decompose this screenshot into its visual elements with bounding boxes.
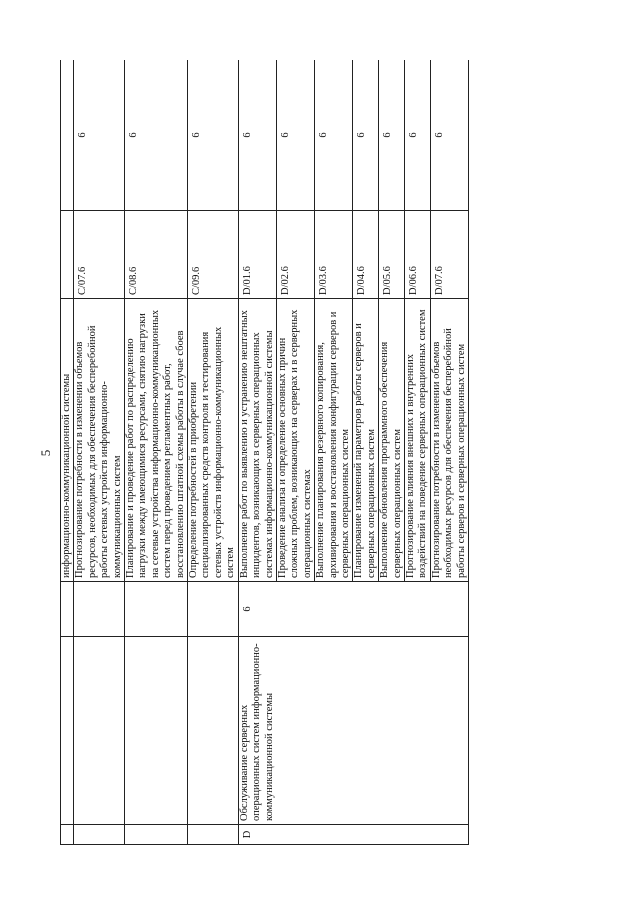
function-name-cell: информационно-коммуникационной системы: [61, 299, 74, 582]
function-code-cell: D/03.6: [315, 211, 353, 299]
group-level-cell: 6: [238, 582, 468, 637]
function-code-cell: [61, 211, 74, 299]
function-level-cell: 6: [238, 60, 276, 211]
group-code-cell: [188, 825, 239, 845]
function-level-cell: 6: [315, 60, 353, 211]
function-name-cell: Прогнозирование влияния внешних и внутренних воздействий на поведение серверных операционных систем: [404, 299, 430, 582]
function-code-cell: D/01.6: [238, 211, 276, 299]
function-code-cell: C/09.6: [188, 211, 239, 299]
page-number: 5: [38, 449, 53, 457]
function-code-cell: D/02.6: [276, 211, 314, 299]
table-row: [125, 60, 188, 845]
group-code-cell: D: [238, 825, 468, 845]
functions-table: [60, 60, 469, 845]
function-name-cell: Выполнение работ по выявлению и устранению нештатных инцидентов, возникающих в серверных операционных системах информационно-коммуникационной системы: [238, 299, 276, 582]
function-level-cell: 6: [125, 60, 188, 211]
function-level-cell: 6: [276, 60, 314, 211]
table-row: [188, 60, 239, 845]
function-level-cell: 6: [353, 60, 379, 211]
function-level-cell: 6: [430, 60, 468, 211]
function-name-cell: Планирование изменений параметров работы серверов и серверных операционных систем: [353, 299, 379, 582]
function-level-cell: 6: [404, 60, 430, 211]
group-level-cell: [188, 582, 239, 637]
function-level-cell: 6: [379, 60, 405, 211]
group-name-cell: Обслуживание серверных операционных систем информационно-коммуникационной системы: [238, 637, 468, 825]
function-code-cell: C/07.6: [74, 211, 125, 299]
function-name-cell: Планирование и проведение работ по распределению нагрузки между имеющимися ресурсами, снятию нагрузки на сетевые устройства информационно-коммуникационных систем перед проведением регламентных работ, восстановлению штатной схемы работы в случае сбоев: [125, 299, 188, 582]
group-code-cell: [74, 825, 125, 845]
function-code-cell: D/05.6: [379, 211, 405, 299]
group-level-cell: [125, 582, 188, 637]
function-name-cell: Прогнозирование потребности в изменении объемов необходимых ресурсов для обеспечения бесперебойной работы серверов и серверных операционных систем: [430, 299, 468, 582]
group-code-cell: [125, 825, 188, 845]
function-name-cell: Определение потребностей в приобретении специализированных средств контроля и тестирования сетевых устройств информационно-коммуникационных систем: [188, 299, 239, 582]
group-level-cell: [61, 582, 74, 637]
group-name-cell: [125, 637, 188, 825]
function-code-cell: D/06.6: [404, 211, 430, 299]
function-code-cell: D/04.6: [353, 211, 379, 299]
group-code-cell: [61, 825, 74, 845]
function-code-cell: C/08.6: [125, 211, 188, 299]
document-page: [60, 60, 640, 845]
table-row: [238, 60, 276, 845]
group-name-cell: [188, 637, 239, 825]
function-name-cell: Выполнение планирования резервного копирования, архивирования и восстановления конфигурации серверов и серверных операционных систем: [315, 299, 353, 582]
group-name-cell: [61, 637, 74, 825]
rotated-table-container: [60, 60, 640, 845]
function-level-cell: 6: [74, 60, 125, 211]
group-name-cell: [74, 637, 125, 825]
group-level-cell: [74, 582, 125, 637]
function-name-cell: Прогнозирование потребности в изменении объемов ресурсов, необходимых для обеспечения бесперебойной работы сетевых устройств информационно-коммуникационных систем: [74, 299, 125, 582]
function-level-cell: [61, 60, 74, 211]
function-level-cell: 6: [188, 60, 239, 211]
table-row: [74, 60, 125, 845]
function-code-cell: D/07.6: [430, 211, 468, 299]
table-row: [61, 60, 74, 845]
function-name-cell: Проведение анализа и определение основных причин сложных проблем, возникающих на серверах и в серверных операционных системах: [276, 299, 314, 582]
function-name-cell: Выполнение обновления программного обеспечения серверных операционных систем: [379, 299, 405, 582]
